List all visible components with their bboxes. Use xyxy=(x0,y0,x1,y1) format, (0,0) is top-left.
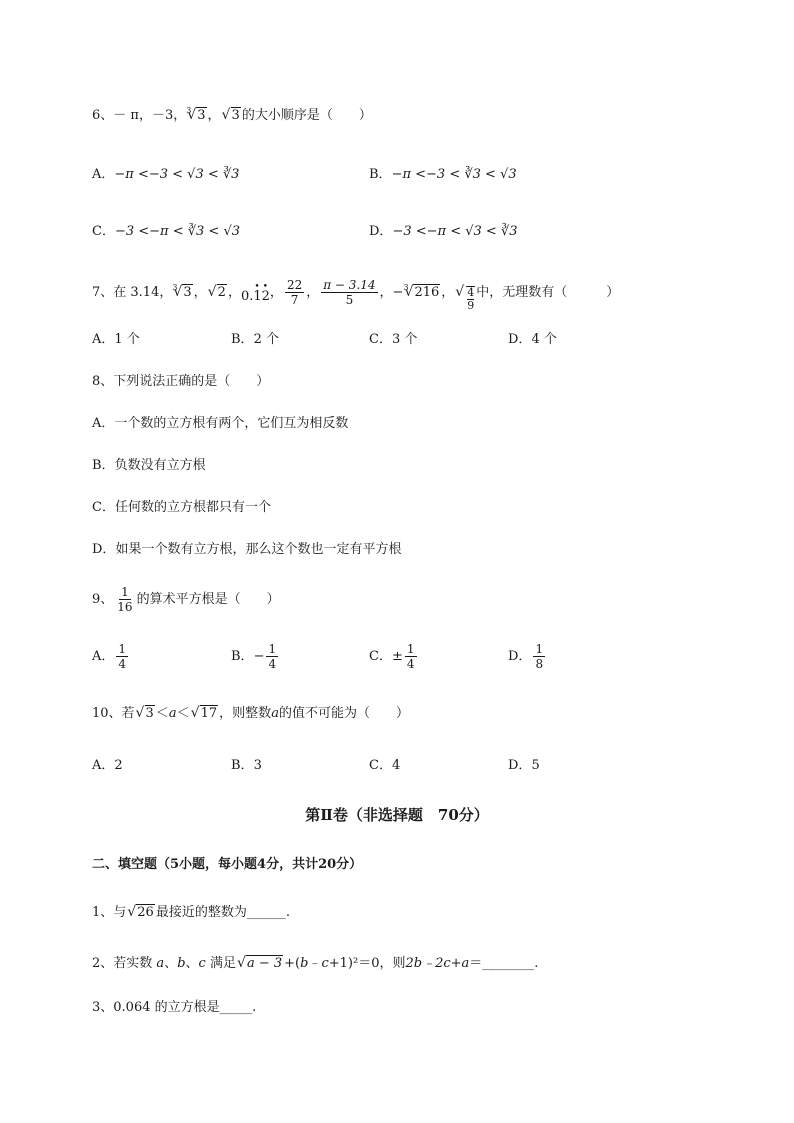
q8-option-c: C．任何数的立方根都只有一个 xyxy=(92,500,271,515)
q8-option-d: D．如果一个数有立方根，那么这个数也一定有平方根 xyxy=(92,542,402,557)
square-root: √ 3 xyxy=(222,106,241,126)
q6-option-d: D．−3 <−π < √3 < ∛3 xyxy=(369,224,518,239)
q10-option-b: B．3 xyxy=(231,758,262,773)
q7-option-c: C．3 个 xyxy=(369,332,418,347)
q8-option-a: A．一个数的立方根有两个，它们互为相反数 xyxy=(92,416,349,431)
q9-option-a: A． $\frac{1}{4}$ xyxy=(92,642,127,671)
fill-question-1: 1、与√ 26 最接近的整数为______. xyxy=(92,903,290,923)
question-7: 7、在 3.14， √ 3 3 ，√ 2 ，0.1 •2 •， $\frac{22}{7}$ ， $\frac{\pi - 3.14}{5}$ ，− √ 3 216 ， √ $\frac{4}{9}$ 中，无理数有（ ） xyxy=(92,278,619,312)
q9-option-c: C．± $\frac{1}{4}$ xyxy=(369,642,415,671)
q7-option-b: B．2 个 xyxy=(231,332,279,347)
question-10: 10、若√ 3 ＜a＜√ 17 ，则整数a的值不可能为（ ） xyxy=(92,704,409,724)
q8-option-b: B．负数没有立方根 xyxy=(92,458,206,473)
question-8: 8、下列说法正确的是（ ） xyxy=(92,374,270,389)
question-6: 6、－ π，－3， √ 3 3 ，√ 3 的大小顺序是（ ） xyxy=(92,106,372,126)
section-title: 第Ⅱ卷（非选择题 70分） xyxy=(305,806,489,824)
section-subtitle: 二、填空题（5小题，每小题4分，共计20分） xyxy=(92,857,363,872)
q10-option-c: C．4 xyxy=(369,758,401,773)
q9-option-d: D． $\frac{1}{8}$ xyxy=(508,642,544,671)
q10-option-a: A．2 xyxy=(92,758,123,773)
fill-question-2: 2、若实数 a、b、c 满足√ a − 3 +(b﹣c+1)²＝0，则2b﹣2c+a＝________. xyxy=(92,954,538,974)
q7-option-a: A．1 个 xyxy=(92,332,140,347)
cube-root: √ 3 3 xyxy=(187,106,206,126)
question-9: 9、 $\frac{1}{16}$ 的算术平方根是（ ） xyxy=(92,585,280,614)
q6-option-c: C．−3 <−π < ∛3 < √3 xyxy=(92,224,241,239)
q7-option-d: D．4 个 xyxy=(508,332,557,347)
q9-option-b: B．− $\frac{1}{4}$ xyxy=(231,642,277,671)
fill-question-3: 3、0.064 的立方根是_____. xyxy=(92,1000,257,1015)
q6-option-a: A．−π <−3 < √3 < ∛3 xyxy=(92,167,240,182)
q10-option-d: D．5 xyxy=(508,758,540,773)
q6-option-b: B．−π <−3 < ∛3 < √3 xyxy=(369,167,517,182)
